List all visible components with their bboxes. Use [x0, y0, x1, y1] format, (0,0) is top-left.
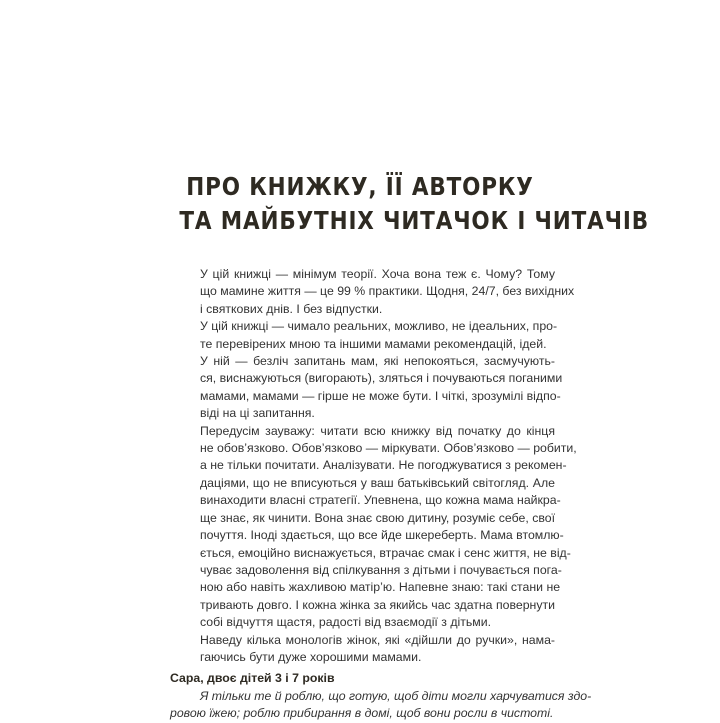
- chapter-title-line-2: ТА МАЙБУТНІХ ЧИТАЧОК І ЧИТАЧІВ: [179, 206, 650, 235]
- text-line: Передусім зауважу: читати всю книжку від початку до кінця: [200, 423, 555, 438]
- text-line: У цій книжці — чимало реальних, можливо, не ідеальних, про-: [200, 319, 558, 334]
- text-line: мамами, мамами — гірше не може бути. І чіткі, зрозумілі відпо-: [200, 388, 561, 403]
- quote-line: ровою їжею; роблю прибирання в домі, щоб вони росли в чистоті.: [170, 706, 554, 721]
- paragraph-5: [170, 632, 555, 667]
- paragraph-1: [170, 266, 575, 318]
- text-line: чуває задоволення від спілкування з дітьми і почувається пога-: [200, 562, 562, 577]
- text-line: собі відчуття щастя, радості від взаємодії з дітьми.: [200, 615, 492, 630]
- chapter-title-line-1: ПРО КНИЖКУ, ЇЇ АВТОРКУ: [186, 172, 534, 201]
- paragraph-2: [170, 318, 558, 353]
- body-text: [170, 266, 592, 723]
- text-line: ною або навіть жахливою матір’ю. Напевне знаю: такі стани не: [200, 580, 561, 595]
- text-line: те перевірених мною та іншими мамами рекомендацій, ідей.: [200, 336, 547, 351]
- text-line: ється, емоційно виснажується, втрачає смак і сенс життя, не від-: [200, 545, 571, 560]
- chapter-title: [179, 170, 650, 238]
- quote-line: Я тільки те й роблю, що готую, щоб діти могли харчуватися здо-: [200, 688, 592, 703]
- text-line: Наведу кілька монологів жінок, які «дійшли до ручки», нама-: [200, 632, 555, 647]
- text-line: не обов’язково. Обов’язково — міркувати. Обов’язково — робити,: [200, 441, 577, 456]
- subheading: Сара, двоє дітей 3 і 7 років: [170, 671, 335, 686]
- text-line: тривають довго. І кожна жінка за якийсь час здатна повернути: [200, 597, 555, 612]
- text-line: а не тільки почитати. Аналізувати. Не погоджуватися з рекомен-: [200, 458, 567, 473]
- text-line: і святкових днів. І без відпустки.: [200, 301, 383, 316]
- text-line: почуття. Іноді здається, що все йде шкереберть. Мама втомлю-: [200, 528, 564, 543]
- paragraph-3: [170, 353, 563, 423]
- text-line: що мамине життя — це 99 % практики. Щодня, 24/7, без вихідних: [200, 284, 575, 299]
- paragraph-4: [170, 423, 577, 632]
- text-line: ся, виснажуються (вигорають), зляться і почуваються поганими: [200, 371, 563, 386]
- text-line: винаходити власні стратегії. Упевнена, що кожна мама найкра-: [200, 493, 561, 508]
- text-line: гаючись бути дуже хорошими мамами.: [200, 649, 422, 664]
- monologue-quote: [170, 688, 592, 723]
- text-line: віді на ці запитання.: [200, 406, 315, 421]
- text-line: даціями, що не вписуються у ваш батьківський світогляд. Але: [200, 475, 555, 490]
- text-line: У ній — безліч запитань мам, які непокояться, засмучують-: [200, 354, 555, 369]
- text-line: ще знає, як чинити. Вона знає свою дитину, розуміє себе, свої: [200, 510, 555, 525]
- text-line: У цій книжці — мінімум теорії. Хоча вона теж є. Чому? Тому: [200, 267, 555, 281]
